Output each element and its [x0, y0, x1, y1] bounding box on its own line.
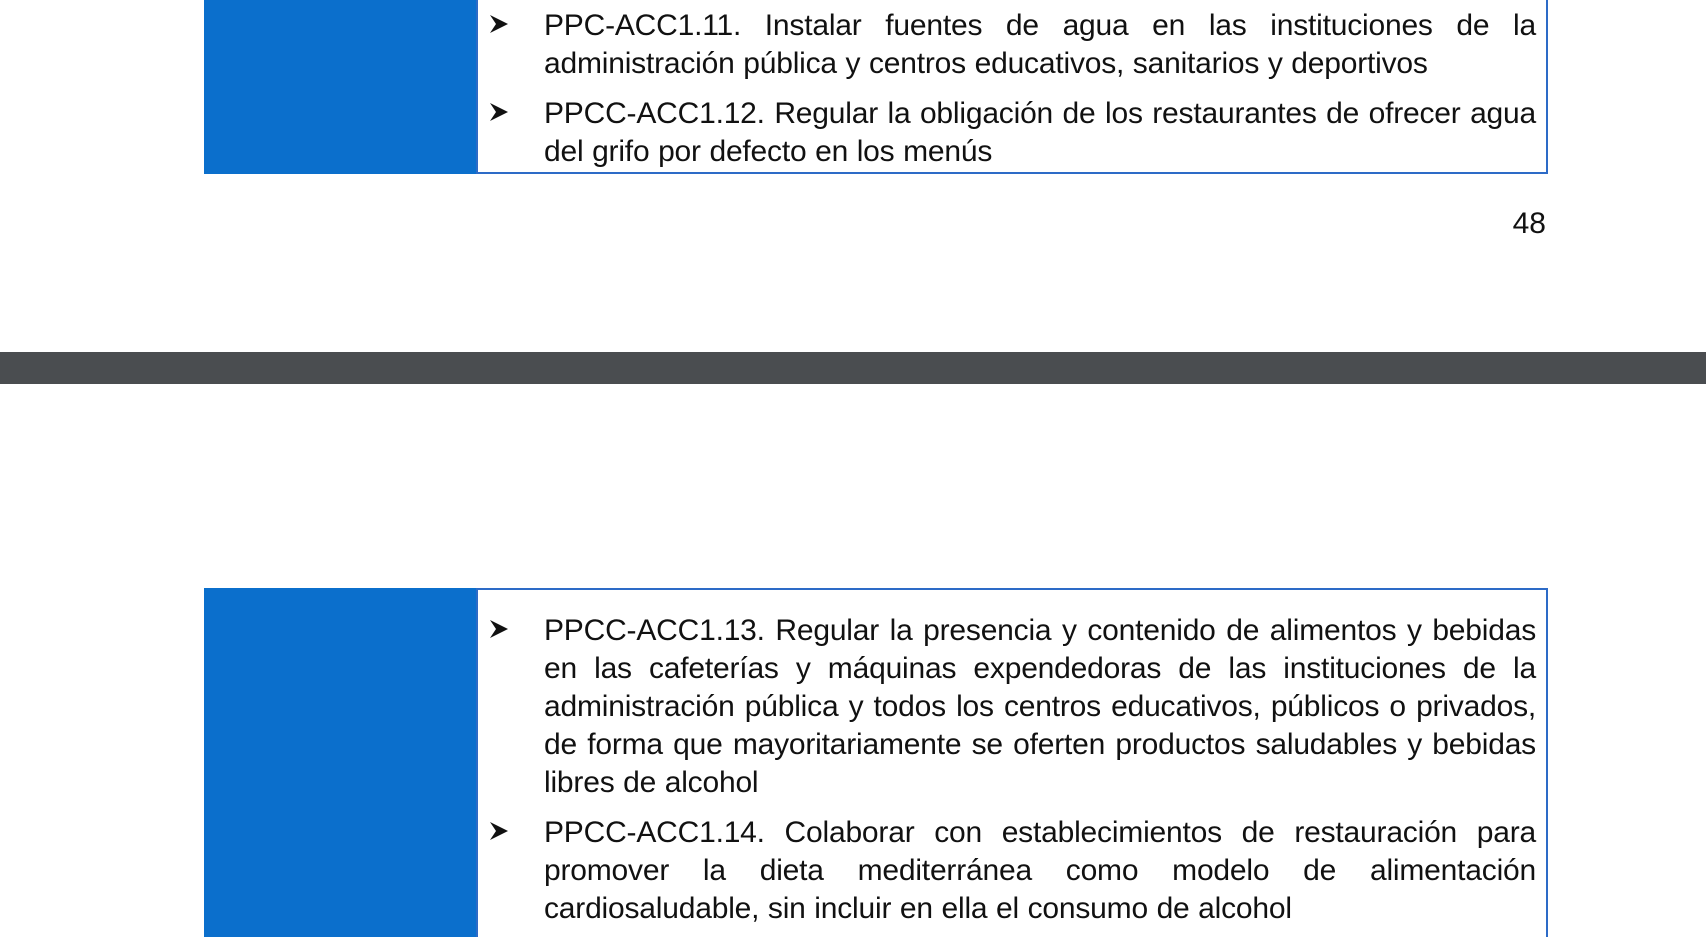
- arrowhead-bullet-icon: [488, 612, 530, 640]
- list-item-text: [544, 612, 1536, 802]
- action-description: Instalar fuentes de agua en las instituciones de la administración pública y centros educativos, sanitarios y deportivos: [544, 9, 1536, 80]
- list-item-ppcc-acc1-12: [488, 95, 1536, 171]
- document-page-bottom: [0, 384, 1706, 937]
- document-page-top: [0, 0, 1706, 352]
- page-separator: [0, 352, 1706, 384]
- action-code: PPCC-ACC1.13.: [544, 614, 765, 647]
- action-code: PPCC-ACC1.12.: [544, 97, 765, 130]
- page-number: 48: [1512, 207, 1546, 240]
- arrowhead-bullet-icon: [488, 814, 530, 842]
- list-item-text: [544, 95, 1536, 171]
- blue-side-cell: [204, 0, 476, 174]
- actions-cell: [476, 588, 1548, 937]
- actions-cell: [476, 0, 1548, 174]
- list-item-ppcc-acc1-13: [488, 612, 1536, 802]
- action-description: Colaborar con establecimientos de restauración para promover la dieta mediterránea como modelo de alimentación cardiosaludable, sin incluir en ella el consumo de alcohol: [544, 816, 1537, 925]
- blue-side-cell: [204, 588, 476, 937]
- policy-table-bottom: [204, 588, 1548, 937]
- list-item-text: [544, 7, 1536, 83]
- policy-table-top: [204, 0, 1548, 174]
- action-code: PPC-ACC1.11.: [544, 9, 742, 42]
- arrowhead-bullet-icon: [488, 7, 530, 35]
- arrowhead-bullet-icon: [488, 95, 530, 123]
- action-description: Regular la obligación de los restaurantes de ofrecer agua del grifo por defecto en los menús: [544, 97, 1537, 168]
- action-description: Regular la presencia y contenido de alimentos y bebidas en las cafeterías y máquinas expendedoras de las instituciones de la administración pública y todos los centros educativos, públicos o privados, de forma que mayoritariamente se oferten productos saludables y bebidas libres de alcohol: [544, 614, 1537, 799]
- list-item-ppcc-acc1-14: [488, 814, 1536, 928]
- list-item-text: [544, 814, 1536, 928]
- action-code: PPCC-ACC1.14.: [544, 816, 765, 849]
- list-item-ppc-acc1-11: [488, 7, 1536, 83]
